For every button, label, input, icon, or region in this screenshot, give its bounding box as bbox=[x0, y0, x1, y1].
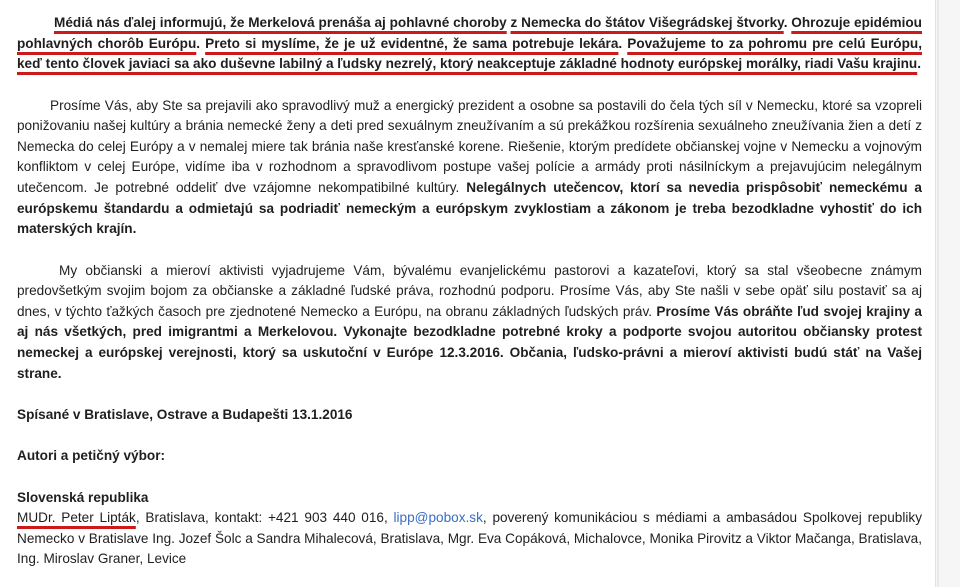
paragraph-plea bbox=[17, 96, 922, 240]
contact-details: , Bratislava, kontakt: +421 903 440 016, bbox=[135, 510, 394, 526]
underlined-phrase-5: Považujeme to za pohromu pre celú Európu, keď tento človek javiaci sa ako duševne labilný a ľudsky nezrelý, ktorý neakceptuje základné hodnoty európskej morálky, riadi Vašu krajinu bbox=[17, 35, 922, 72]
contact-paragraph bbox=[17, 508, 922, 570]
contact-rest: , poverený komunikáciou s médiami a ambasádou Spolkovej republiky Nemecko v Bratislave Ing. Jozef Šolc a Sandra Mihalecová, Bratislava, Mgr. Eva Copáková, Michalovce, Monika Pirovitz a Viktor Mačanga, Bratislava, Ing. Miroslav Graner, Levice bbox=[17, 510, 922, 567]
plea-text: Prosíme Vás, aby Ste sa prejavili ako spravodlivý muž a energický prezident a osobne sa postavili do čela tých síl v Nemecku, ktoré sa vzopreli ponižovaniu našej kultúry a bránia nemecké ženy a deti pred sexuálnym zneužívaním a sú prekážkou rozšírenia sexuálneho zneužívania žien a detí z Nemecka do celej Európy a v nemalej miere tak bránia naše kresťanské korene. Riešenie, ktorým predídete občianskej vojne v Nemecku a vojnovým konfliktom v celej Európe, vidíme iba v rozhodnom a spravodlivom postupe vašej polície a armády proti násilníckym a prejavujúcim nelegálnym utečencom. Je potrebné oddeliť dve vzájomne nekompatibilné kultúry. bbox=[17, 97, 922, 195]
paragraph-support bbox=[17, 261, 922, 385]
underlined-phrase-4: Preto si myslíme, že je už evidentné, že sama potrebuje lekára bbox=[205, 35, 619, 51]
separator-4: . bbox=[618, 35, 628, 51]
contact-name: MUDr. Peter Lipták bbox=[17, 510, 136, 526]
separator-3: . bbox=[196, 35, 206, 51]
committee-heading: Autori a petičný výbor: bbox=[17, 448, 166, 464]
separator-2: . bbox=[783, 15, 792, 30]
page-edge-divider bbox=[937, 0, 939, 587]
plea-bold-text: Nelegálnych utečencov, ktorí sa nevedia prispôsobiť nemeckému a európskemu štandardu a odmietajú sa podriadiť nemeckým a európskym zvyklostiam a zákonom je treba bezodkladne vyhostiť do ich materských krajín. bbox=[17, 179, 922, 237]
country-heading: Slovenská republika bbox=[17, 489, 149, 505]
underlined-phrase-3: Ohrozuje epidémiou pohlavných chorôb Európu bbox=[17, 15, 922, 51]
support-bold-text: Prosíme Vás obráňte ľud svojej krajiny a aj nás všetkých, pred imigrantmi a Merkelovou. Vykonajte bezodkladne potrebné kroky a podporte svojou autoritou občiansky protest nemeckej a európskej verejnosti, ktorý sa uskutoční v Európe 12.3.2016. Občania, ľudsko-právni a mieroví aktivisti budú stáť na Vašej strane. bbox=[17, 303, 922, 381]
underlined-phrase-1: Médiá nás ďalej informujú, že Merkelová prenáša aj pohlavné choroby bbox=[54, 15, 507, 30]
underlined-phrase-2: z Nemecka do štátov Višegrádskej štvorky bbox=[510, 15, 784, 30]
paragraph-accusations bbox=[17, 13, 922, 75]
support-text: My občianski a mieroví aktivisti vyjadrujeme Vám, bývalému evanjelickému pastorovi a kazateľovi, ktorý sa stal všeobecne známym predovšetkým svojim bojom za občianske a základné ľudské práva, rozhodnú podporu. Prosíme Vás, aby Ste našli v sebe opäť silu postaviť sa aj dnes, v týchto ťažkých časoch pre zjednotené Nemecko a Európu, na obranu základných ľudských práv. bbox=[17, 262, 922, 319]
contact-email-link[interactable]: lipp@pobox.sk bbox=[393, 510, 483, 526]
signed-line: Spísané v Bratislave, Ostrave a Budapešti 13.1.2016 bbox=[17, 406, 353, 422]
letter-body bbox=[17, 13, 922, 570]
separator-5: . bbox=[917, 56, 921, 72]
